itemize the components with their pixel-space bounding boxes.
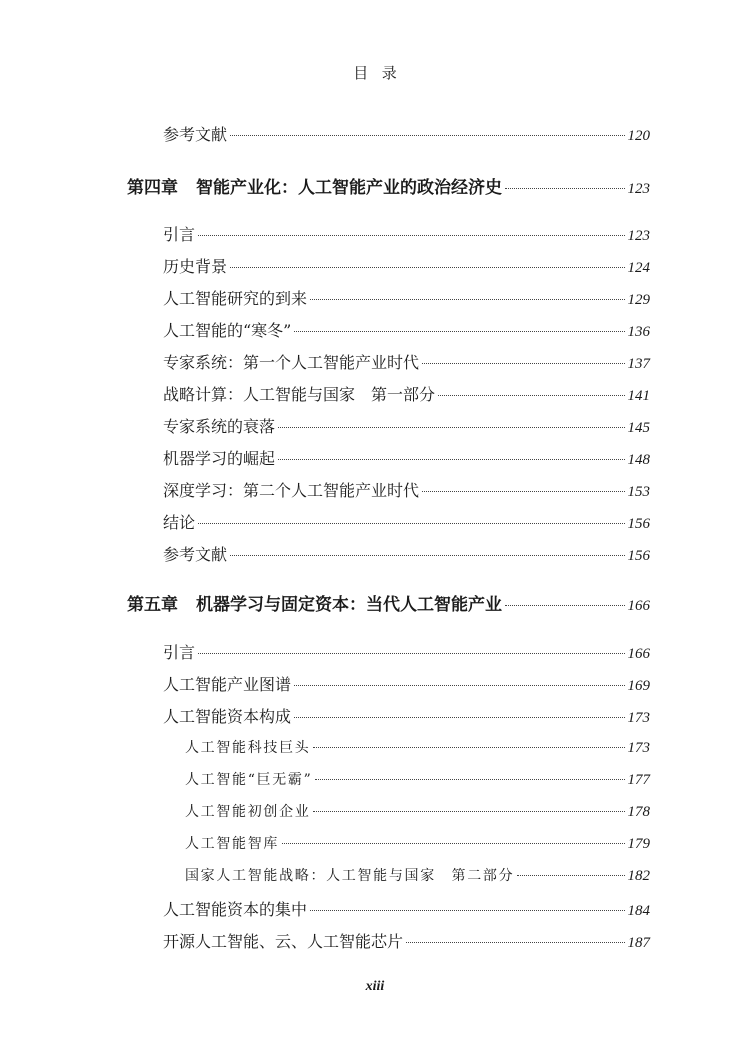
toc-entry-chapter[interactable] [127, 590, 650, 614]
toc-entry-page: 156 [627, 516, 650, 532]
toc-entry-chapter[interactable] [127, 173, 650, 197]
toc-entry-text: 人工智能资本的集中 [163, 900, 308, 919]
toc-entry-section[interactable] [163, 542, 650, 564]
toc-entry-title [185, 833, 279, 853]
toc-entry-title [163, 897, 307, 920]
toc-entry-page: 169 [627, 678, 650, 694]
toc-entry-text: 结论 [163, 513, 196, 532]
toc-entry-title [163, 446, 275, 469]
dot-leader [313, 747, 624, 748]
toc-entry-page: 136 [627, 324, 650, 340]
toc-entry-page: 166 [627, 646, 650, 662]
toc-entry-text: 机器学习与固定资本：当代人工智能产业 [196, 595, 502, 615]
toc-entry-section[interactable] [163, 382, 650, 404]
toc-entry-section[interactable] [163, 286, 650, 308]
dot-leader [230, 267, 624, 268]
chapter-label: 第五章 [127, 595, 178, 615]
toc-entry-text: 深度学习：第二个人工智能产业时代 [163, 481, 420, 500]
toc-entry-title [163, 414, 275, 437]
toc-entry-section[interactable] [163, 318, 650, 340]
dot-leader [505, 188, 625, 189]
toc-entry-title [163, 122, 227, 145]
toc-entry-text: 引言 [163, 225, 196, 244]
dot-leader [198, 235, 624, 236]
dot-leader [198, 653, 624, 654]
toc-entry-page: 184 [627, 903, 650, 919]
toc-entry-title [163, 542, 227, 565]
dot-leader [422, 491, 624, 492]
toc-entry-page: 179 [627, 836, 650, 852]
toc-entry-section[interactable] [163, 897, 650, 919]
toc-entry-page: 145 [627, 420, 650, 436]
toc-entry-page: 177 [627, 772, 650, 788]
toc-entry-text: 战略计算：人工智能与国家 第一部分 [163, 385, 436, 404]
toc-entry-title [163, 350, 419, 373]
toc-entry-page: 120 [627, 128, 650, 144]
page-number: xiii [365, 979, 385, 994]
dot-leader [310, 299, 624, 300]
toc-entry-page: 153 [627, 484, 650, 500]
toc-entry-text: 历史背景 [163, 257, 228, 276]
toc-entry-text: 专家系统的衰落 [163, 417, 276, 436]
dot-leader [315, 779, 624, 780]
dot-leader [422, 363, 624, 364]
toc-entry-page: 124 [627, 260, 650, 276]
toc-entry-section[interactable] [163, 414, 650, 436]
toc-entry-title [163, 478, 419, 501]
toc-entry-section[interactable] [163, 254, 650, 276]
toc-entry-page: 148 [627, 452, 650, 468]
toc-entry-text: 专家系统：第一个人工智能产业时代 [163, 353, 420, 372]
toc-entry-section[interactable] [163, 350, 650, 372]
dot-leader [438, 395, 624, 396]
toc-entry-section[interactable] [163, 122, 650, 144]
toc-entry-text: 人工智能产业图谱 [163, 675, 292, 694]
dot-leader [294, 331, 624, 332]
dot-leader [282, 843, 624, 844]
toc-entry-text: 人工智能智库 [185, 836, 280, 852]
toc-entry-title [163, 640, 195, 663]
toc-entry-text: 人工智能“巨无霸” [185, 772, 313, 788]
toc-entry-page: 123 [627, 228, 650, 244]
toc-entry-page: 173 [627, 740, 650, 756]
toc-entry-section[interactable] [163, 672, 650, 694]
toc-entry-page: 123 [627, 181, 650, 197]
toc-entry-section[interactable] [163, 446, 650, 468]
dot-leader [313, 811, 624, 812]
toc-entry-page: 141 [627, 388, 650, 404]
dot-leader [230, 135, 624, 136]
dot-leader [230, 555, 624, 556]
toc-entry-text: 国家人工智能战略：人工智能与国家 第二部分 [185, 868, 515, 884]
toc-entry-text: 人工智能初创企业 [185, 804, 311, 820]
toc-entry-title [127, 173, 502, 198]
toc-entry-title [163, 222, 195, 245]
toc-entry-page: 137 [627, 356, 650, 372]
dot-leader [294, 685, 624, 686]
toc-entry-section[interactable] [163, 222, 650, 244]
dot-leader [278, 459, 624, 460]
toc-entry-sub[interactable] [185, 833, 650, 853]
toc-entry-sub[interactable] [185, 801, 650, 821]
toc-entry-page: 166 [627, 598, 650, 614]
toc-entry-section[interactable] [163, 704, 650, 726]
toc-entry-text: 人工智能的“寒冬” [163, 321, 292, 340]
dot-leader [278, 427, 624, 428]
toc-entry-title [163, 286, 307, 309]
toc-entry-text: 智能产业化：人工智能产业的政治经济史 [196, 178, 502, 198]
dot-leader [517, 875, 624, 876]
toc-entry-text: 人工智能科技巨头 [185, 740, 311, 756]
toc-entry-title [163, 704, 291, 727]
chapter-label: 第四章 [127, 178, 178, 198]
toc-entry-text: 参考文献 [163, 125, 228, 144]
dot-leader [294, 717, 624, 718]
toc-entry-text: 人工智能研究的到来 [163, 289, 308, 308]
running-head: 目录 [353, 64, 411, 82]
toc-entry-page: 129 [627, 292, 650, 308]
toc-entry-section[interactable] [163, 510, 650, 532]
toc-entry-sub[interactable] [185, 737, 650, 757]
toc-entry-title [185, 769, 312, 789]
toc-entry-title [163, 510, 195, 533]
toc-entry-title [163, 672, 291, 695]
toc-entry-section[interactable] [163, 929, 650, 951]
dot-leader [310, 910, 624, 911]
toc-entry-page: 156 [627, 548, 650, 564]
toc-entry-page: 182 [627, 868, 650, 884]
toc-entry-page: 187 [627, 935, 650, 951]
toc-entry-title [163, 382, 435, 405]
toc-entry-title [185, 801, 310, 821]
dot-leader [505, 605, 625, 606]
toc-entry-section[interactable] [163, 640, 650, 662]
toc-entry-page: 173 [627, 710, 650, 726]
toc-entry-title [185, 737, 310, 757]
toc-entry-sub[interactable] [185, 769, 650, 789]
toc-entry-text: 机器学习的崛起 [163, 449, 276, 468]
toc-entry-title [163, 318, 291, 341]
toc-entry-section[interactable] [163, 478, 650, 500]
toc-entry-sub[interactable] [185, 865, 650, 885]
toc-entry-text: 引言 [163, 643, 196, 662]
dot-leader [198, 523, 624, 524]
toc-entry-text: 人工智能资本构成 [163, 707, 292, 726]
toc-entry-title [163, 929, 403, 952]
toc-entry-text: 开源人工智能、云、人工智能芯片 [163, 932, 404, 951]
toc-entry-title [163, 254, 227, 277]
toc-entry-title [185, 865, 514, 885]
dot-leader [406, 942, 624, 943]
toc-entry-title [127, 590, 502, 615]
toc-entry-page: 178 [627, 804, 650, 820]
toc-entry-text: 参考文献 [163, 545, 228, 564]
